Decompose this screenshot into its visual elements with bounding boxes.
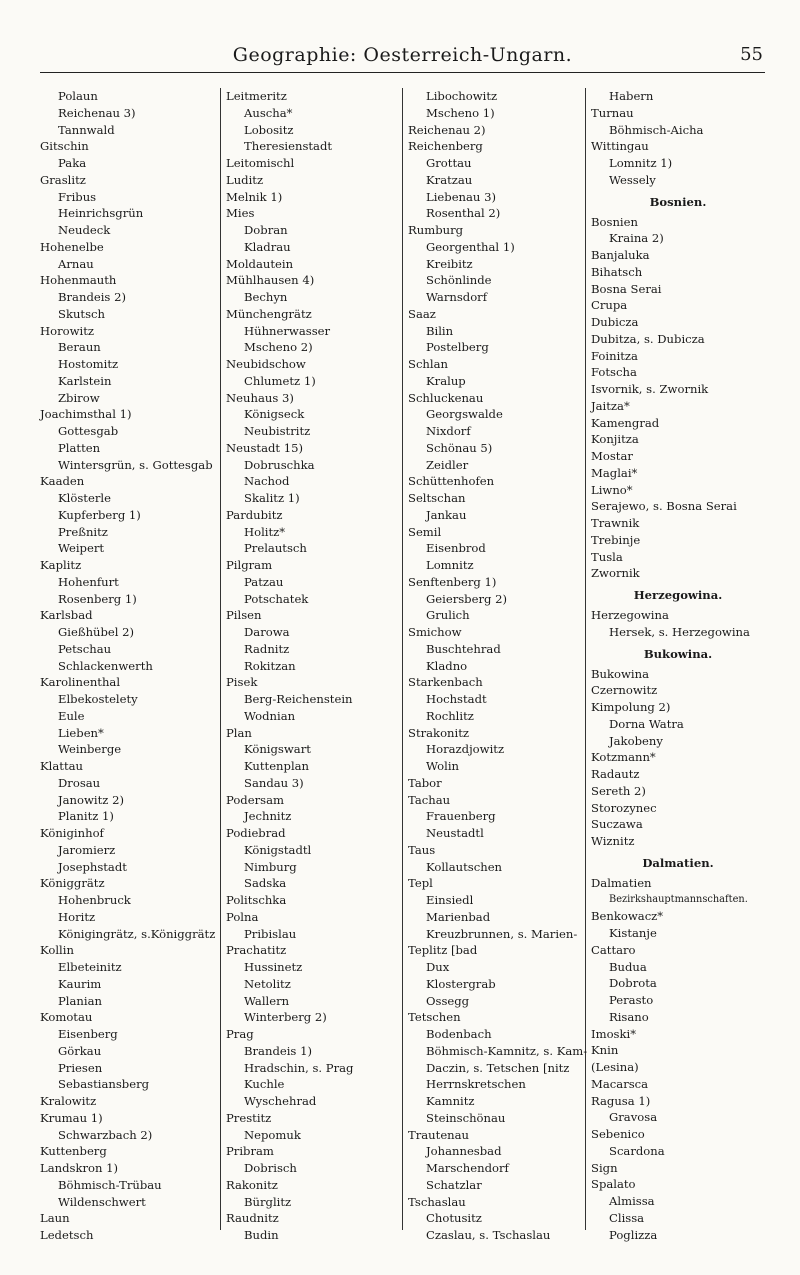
- place-entry: Kuttenberg: [40, 1144, 107, 1159]
- sub-place-entry: Klostergrab: [426, 976, 496, 991]
- sub-place-entry: Königswart: [244, 742, 311, 757]
- place-entry: Pardubitz: [226, 507, 283, 522]
- place-entry: Kralowitz: [40, 1094, 97, 1108]
- sub-place-entry: Neustadtl: [426, 826, 484, 840]
- place-entry: Karlsbad: [40, 608, 93, 623]
- sub-place-entry: Nachod: [244, 474, 290, 489]
- sub-place-entry: Kladrau: [244, 239, 291, 254]
- sub-place-entry: Hussinetz: [244, 960, 303, 974]
- place-entry: Mostar: [591, 449, 633, 463]
- place-entry: Klattau: [40, 759, 83, 773]
- sub-place-entry: Arnau: [58, 256, 94, 271]
- sub-place-entry: Holitz*: [244, 524, 286, 539]
- place-entry: Karolinenthal: [40, 675, 121, 690]
- sub-place-entry: Chlumetz 1): [244, 373, 316, 388]
- sub-place-entry: Elbekostelety: [58, 692, 138, 706]
- sub-place-entry: Dorna Watra: [609, 716, 684, 731]
- place-entry: Reichenberg: [408, 139, 483, 154]
- sub-place-entry: Rosenberg 1): [58, 591, 137, 606]
- sub-place-entry: Kuchle: [244, 1077, 285, 1092]
- sub-place-entry: Budua: [609, 959, 647, 974]
- place-entry: Wittingau: [591, 139, 649, 154]
- sub-place-entry: Weipert: [58, 541, 105, 556]
- sub-place-entry: Wolin: [426, 759, 459, 773]
- sub-place-entry: Böhmisch-Trübau: [58, 1177, 162, 1192]
- place-entry: Pribram: [226, 1144, 274, 1159]
- place-entry: Gitschin: [40, 139, 89, 154]
- place-entry: Leitomischl: [226, 156, 295, 170]
- sub-place-entry: Lomnitz 1): [609, 156, 673, 170]
- region-heading: Bosnien.: [649, 194, 707, 209]
- place-entry: Semil: [408, 524, 442, 539]
- place-entry: Pilgram: [226, 558, 273, 572]
- place-entry: Saaz: [408, 306, 436, 321]
- sub-place-entry: Skutsch: [58, 306, 106, 321]
- place-entry: Schüttenhofen: [408, 474, 495, 489]
- place-entry: Kaplitz: [40, 558, 82, 572]
- place-entry: Horowitz: [40, 323, 95, 338]
- sub-place-entry: Platten: [58, 440, 101, 455]
- sub-place-entry: Kuttenplan: [244, 759, 310, 773]
- header-rule: [40, 72, 765, 73]
- sub-place-entry: Königingrätz, s.Königgrätz: [58, 926, 216, 941]
- place-entry: Plan: [226, 725, 252, 740]
- sub-place-entry: Wessely: [609, 172, 656, 187]
- place-entry: Teplitz [bad: [408, 943, 478, 958]
- place-entry: Tepl: [408, 876, 433, 891]
- place-entry: Rumburg: [408, 223, 464, 237]
- sub-place-entry: Budin: [244, 1228, 279, 1242]
- sub-place-entry: Dobruschka: [244, 457, 315, 472]
- column-4: [591, 88, 765, 1242]
- sub-place-entry: Perasto: [609, 993, 654, 1007]
- place-entry: Seltschan: [408, 491, 466, 505]
- sub-place-entry: Neubistritz: [244, 424, 311, 438]
- place-entry: Dubicza: [591, 315, 639, 329]
- place-entry: Ragusa 1): [591, 1093, 651, 1108]
- place-entry: Cattaro: [591, 942, 636, 957]
- place-entry: Knin: [591, 1043, 619, 1058]
- sub-place-entry: Planitz 1): [58, 809, 114, 824]
- sub-place-entry: Paka: [58, 156, 87, 170]
- place-entry: Maglai*: [591, 465, 638, 480]
- place-entry: Liwno*: [591, 482, 633, 497]
- sub-place-entry: Buschtehrad: [426, 641, 501, 656]
- sub-place-entry: Kistanje: [609, 926, 657, 940]
- sub-place-entry: Skalitz 1): [244, 491, 300, 505]
- sub-place-entry: Horitz: [58, 909, 96, 924]
- sub-place-entry: Zbirow: [58, 390, 100, 405]
- sub-place-entry: Bechyn: [244, 290, 288, 304]
- place-entry: Schlan: [408, 357, 448, 371]
- place-entry: Königinhof: [40, 826, 104, 840]
- subheading: Bezirkshauptmannschaften.: [609, 893, 748, 905]
- sub-place-entry: Gravosa: [609, 1110, 658, 1125]
- place-entry: Bukowina: [591, 666, 650, 681]
- place-entry: Podersam: [226, 792, 284, 807]
- sub-place-entry: Nixdorf: [426, 424, 471, 438]
- place-entry: Bosna Serai: [591, 281, 662, 296]
- sub-place-entry: Dux: [426, 960, 450, 974]
- place-entry: Suczawa: [591, 817, 643, 832]
- sub-place-entry: Horazdjowitz: [426, 742, 505, 757]
- sub-place-entry: Zeidler: [426, 457, 469, 472]
- sub-place-entry: Libochowitz: [426, 89, 498, 103]
- place-entry: Dubitza, s. Dubicza: [591, 331, 705, 346]
- place-entry: Tusla: [591, 549, 623, 564]
- sub-place-entry: Bürglitz: [244, 1194, 292, 1209]
- place-entry: Luditz: [226, 172, 264, 187]
- sub-place-entry: Einsiedl: [426, 893, 474, 907]
- sub-place-entry: Dobrisch: [244, 1161, 297, 1175]
- place-entry: Wiznitz: [591, 834, 635, 848]
- place-entry: Tabor: [408, 775, 442, 790]
- column-2: [226, 88, 400, 1242]
- sub-place-entry: Eisenbrod: [426, 541, 486, 556]
- sub-place-entry: Schwarzbach 2): [58, 1127, 153, 1142]
- sub-place-entry: Gottesgab: [58, 424, 119, 438]
- sub-place-entry: Schönau 5): [426, 440, 493, 455]
- sub-place-entry: Hostomitz: [58, 357, 119, 371]
- place-entry: Serajewo, s. Bosna Serai: [591, 499, 737, 514]
- place-entry: Turnau: [591, 105, 634, 120]
- place-entry: Melnik 1): [226, 189, 283, 204]
- sub-place-entry: Clissa: [609, 1210, 645, 1225]
- column-1: [40, 88, 216, 1242]
- sub-place-entry: Frauenberg: [426, 809, 496, 824]
- sub-place-entry: Patzau: [244, 574, 284, 589]
- gazetteer-columns: [40, 88, 765, 1242]
- place-entry: Mühlhausen 4): [226, 273, 315, 288]
- place-entry: Hohenmauth: [40, 273, 117, 288]
- sub-place-entry: Potschatek: [244, 591, 309, 606]
- column-divider: [402, 88, 403, 1230]
- sub-place-entry: Wodnian: [244, 708, 296, 723]
- place-entry: Macarsca: [591, 1076, 649, 1091]
- sub-place-entry: Elbeteinitz: [58, 960, 122, 974]
- place-entry: Pilsen: [226, 608, 262, 623]
- place-entry: Isvornik, s. Zwornik: [591, 382, 709, 396]
- place-entry: Laun: [40, 1211, 70, 1226]
- place-entry: Ledetsch: [40, 1228, 94, 1242]
- sub-place-entry: Marienbad: [426, 909, 491, 924]
- sub-place-entry: Reichenau 3): [58, 105, 136, 120]
- sub-place-entry: Klösterle: [58, 491, 111, 505]
- sub-place-entry: Brandeis 1): [244, 1043, 312, 1058]
- sub-place-entry: Sebastiansberg: [58, 1077, 150, 1092]
- place-entry: Leitmeritz: [226, 89, 287, 103]
- place-entry: Politschka: [226, 893, 287, 907]
- sub-place-entry: Görkau: [58, 1043, 102, 1058]
- place-entry: Dalmatien: [591, 875, 652, 890]
- place-entry: Mies: [226, 206, 255, 221]
- place-entry: Neustadt 15): [226, 440, 304, 455]
- sub-place-entry: Herrnskretschen: [426, 1077, 526, 1092]
- sub-place-entry: Josephstadt: [58, 859, 127, 874]
- sub-place-entry: Rosenthal 2): [426, 206, 501, 221]
- place-entry: Taus: [408, 842, 436, 857]
- sub-place-entry: Bodenbach: [426, 1027, 492, 1041]
- sub-place-entry: Kreuzbrunnen, s. Marien-: [426, 926, 578, 941]
- place-entry: (Lesina): [591, 1060, 639, 1074]
- sub-place-entry: Königseck: [244, 407, 305, 422]
- sub-place-entry: Poglizza: [609, 1227, 658, 1242]
- sub-place-entry: Rokitzan: [244, 658, 296, 673]
- sub-place-entry: Petschau: [58, 641, 112, 656]
- sub-place-entry: Habern: [609, 89, 654, 103]
- sub-place-entry: Auscha*: [244, 105, 293, 120]
- place-entry: Jaitza*: [591, 398, 630, 413]
- sub-place-entry: Darowa: [244, 625, 290, 639]
- sub-place-entry: Geiersberg 2): [426, 591, 508, 606]
- place-entry: Kotzmann*: [591, 750, 656, 765]
- sub-place-entry: Dobran: [244, 223, 288, 237]
- sub-place-entry: Kraina 2): [609, 231, 664, 246]
- sub-place-entry: Prelautsch: [244, 541, 307, 556]
- place-entry: Czernowitz: [591, 683, 658, 698]
- sub-place-entry: Janowitz 2): [58, 792, 124, 807]
- place-entry: Trautenau: [408, 1127, 470, 1142]
- sub-place-entry: Kupferberg 1): [58, 507, 141, 522]
- sub-place-entry: Jakobeny: [609, 733, 663, 748]
- sub-place-entry: Fribus: [58, 189, 97, 204]
- sub-place-entry: Grottau: [426, 156, 472, 170]
- place-entry: Bosnien: [591, 214, 638, 229]
- sub-place-entry: Karlstein: [58, 373, 112, 388]
- column-divider: [220, 88, 221, 1230]
- sub-place-entry: Netolitz: [244, 976, 291, 991]
- place-entry: Hohenelbe: [40, 239, 104, 254]
- place-entry: Graslitz: [40, 172, 86, 187]
- place-entry: Pisek: [226, 675, 258, 690]
- place-entry: Tschaslau: [408, 1194, 466, 1209]
- place-entry: Zwornik: [591, 566, 640, 581]
- place-entry: Reichenau 2): [408, 122, 486, 137]
- place-entry: Moldautein: [226, 256, 294, 271]
- sub-place-entry: Bilin: [426, 323, 454, 338]
- sub-place-entry: Schönlinde: [426, 273, 492, 288]
- place-entry: Krumau 1): [40, 1110, 103, 1125]
- sub-place-entry: Drosau: [58, 775, 101, 790]
- sub-place-entry: Hohenfurt: [58, 574, 119, 589]
- place-entry: Strakonitz: [408, 725, 470, 740]
- sub-place-entry: Hochstadt: [426, 692, 487, 706]
- place-entry: Neubidschow: [226, 357, 306, 371]
- place-entry: Prachatitz: [226, 943, 287, 958]
- sub-place-entry: Risano: [609, 1009, 649, 1024]
- sub-place-entry: Ossegg: [426, 993, 470, 1008]
- sub-place-entry: Steinschönau: [426, 1110, 506, 1125]
- sub-place-entry: Berg-Reichenstein: [244, 692, 353, 706]
- sub-place-entry: Lieben*: [58, 725, 104, 740]
- place-entry: Benkowacz*: [591, 909, 664, 924]
- place-entry: Polna: [226, 909, 259, 924]
- place-entry: Trebinje: [591, 532, 641, 547]
- place-entry: Raudnitz: [226, 1211, 279, 1226]
- place-entry: Prag: [226, 1027, 254, 1041]
- sub-place-entry: Wallern: [244, 993, 290, 1008]
- sub-place-entry: Hühnerwasser: [244, 323, 331, 338]
- place-entry: Banjaluka: [591, 248, 650, 262]
- place-entry: Fotscha: [591, 365, 637, 380]
- place-entry: Crupa: [591, 298, 628, 313]
- sub-place-entry: Eule: [58, 708, 85, 723]
- sub-place-entry: Jaromierz: [58, 842, 116, 857]
- column-3: [408, 88, 588, 1242]
- place-entry: Senftenberg 1): [408, 574, 497, 589]
- place-entry: Komotau: [40, 1010, 93, 1025]
- sub-place-entry: Dobrota: [609, 976, 657, 991]
- sub-place-entry: Nepomuk: [244, 1127, 301, 1142]
- place-entry: Smichow: [408, 625, 462, 639]
- sub-place-entry: Kralup: [426, 373, 466, 388]
- sub-place-entry: Kollautschen: [426, 859, 503, 874]
- sub-place-entry: Sandau 3): [244, 775, 304, 790]
- place-entry: Trawnik: [591, 516, 640, 530]
- sub-place-entry: Marschendorf: [426, 1161, 509, 1175]
- place-entry: Kimpolung 2): [591, 700, 671, 714]
- sub-place-entry: Böhmisch-Kamnitz, s. Kam-: [426, 1043, 588, 1058]
- sub-place-entry: Kaurim: [58, 976, 102, 991]
- sub-place-entry: Daczin, s. Tetschen [nitz: [426, 1060, 570, 1075]
- sub-place-entry: Warnsdorf: [426, 290, 488, 304]
- place-entry: Imoski*: [591, 1026, 637, 1041]
- sub-place-entry: Nimburg: [244, 859, 297, 874]
- sub-place-entry: Schlackenwerth: [58, 658, 153, 673]
- sub-place-entry: Kreibitz: [426, 256, 473, 271]
- sub-place-entry: Tannwald: [58, 122, 115, 137]
- sub-place-entry: Almissa: [609, 1194, 655, 1208]
- sub-place-entry: Sadska: [244, 876, 287, 891]
- sub-place-entry: Weinberge: [58, 742, 122, 757]
- sub-place-entry: Planian: [58, 993, 102, 1008]
- place-entry: Starkenbach: [408, 675, 483, 690]
- place-entry: Spalato: [591, 1177, 636, 1192]
- region-heading: Dalmatien.: [642, 855, 714, 870]
- sub-place-entry: Königstadtl: [244, 842, 312, 857]
- sub-place-entry: Kamnitz: [426, 1094, 475, 1108]
- sub-place-entry: Brandeis 2): [58, 290, 126, 304]
- place-entry: Sebenico: [591, 1127, 645, 1141]
- sub-place-entry: Hradschin, s. Prag: [244, 1060, 354, 1075]
- sub-place-entry: Priesen: [58, 1060, 103, 1075]
- sub-place-entry: Schatzlar: [426, 1177, 482, 1192]
- sub-place-entry: Theresienstadt: [244, 139, 333, 154]
- sub-place-entry: Jankau: [426, 507, 467, 522]
- place-entry: Tetschen: [408, 1010, 461, 1025]
- sub-place-entry: Kratzau: [426, 172, 473, 187]
- sub-place-entry: Polaun: [58, 89, 98, 103]
- sub-place-entry: Georgenthal 1): [426, 239, 515, 254]
- place-entry: Radautz: [591, 767, 640, 781]
- place-entry: Foinitza: [591, 348, 638, 363]
- sub-place-entry: Lomnitz: [426, 558, 474, 572]
- region-heading: Herzegowina.: [633, 588, 723, 602]
- sub-place-entry: Eisenberg: [58, 1027, 118, 1041]
- page-header: [40, 44, 765, 70]
- place-entry: Tachau: [408, 792, 451, 807]
- sub-place-entry: Radnitz: [244, 641, 290, 656]
- place-entry: Münchengrätz: [226, 306, 312, 321]
- sub-place-entry: Hohenbruck: [58, 893, 131, 907]
- sub-place-entry: Czaslau, s. Tschaslau: [426, 1228, 551, 1242]
- sub-place-entry: Wyschehrad: [244, 1094, 317, 1108]
- sub-place-entry: Neudeck: [58, 223, 111, 237]
- sub-place-entry: Postelberg: [426, 340, 489, 355]
- place-entry: Podiebrad: [226, 826, 286, 840]
- sub-place-entry: Johannesbad: [426, 1144, 502, 1159]
- place-entry: Landskron 1): [40, 1161, 119, 1175]
- sub-place-entry: Georgswalde: [426, 407, 503, 422]
- sub-place-entry: Hersek, s. Herzegowina: [609, 624, 750, 639]
- place-entry: Sign: [591, 1160, 618, 1175]
- sub-place-entry: Preßnitz: [58, 524, 108, 539]
- place-entry: Konjitza: [591, 432, 639, 447]
- sub-place-entry: Pribislau: [244, 926, 297, 941]
- sub-place-entry: Heinrichsgrün: [58, 206, 144, 221]
- place-entry: Königgrätz: [40, 876, 105, 891]
- place-entry: Joachimsthal 1): [40, 407, 132, 422]
- sub-place-entry: Jechnitz: [244, 809, 292, 824]
- sub-place-entry: Beraun: [58, 340, 101, 355]
- sub-place-entry: Rochlitz: [426, 708, 474, 723]
- place-entry: Prestitz: [226, 1110, 272, 1125]
- place-entry: Neuhaus 3): [226, 390, 294, 405]
- place-entry: Schluckenau: [408, 390, 484, 405]
- place-entry: Bihatsch: [591, 264, 643, 279]
- place-entry: Herzegowina: [591, 608, 669, 622]
- place-entry: Storozynec: [591, 800, 657, 815]
- region-heading: Bukowina.: [643, 646, 713, 661]
- sub-place-entry: Winterberg 2): [244, 1010, 327, 1025]
- place-entry: Kaaden: [40, 474, 85, 489]
- place-entry: Sereth 2): [591, 783, 646, 798]
- place-entry: Kamengrad: [591, 415, 660, 430]
- sub-place-entry: Chotusitz: [426, 1211, 482, 1226]
- page-number: 55: [740, 44, 763, 65]
- sub-place-entry: Lobositz: [244, 122, 294, 137]
- page-title: Geographie: Oesterreich-Ungarn.: [232, 44, 573, 66]
- sub-place-entry: Scardona: [609, 1143, 665, 1158]
- sub-place-entry: Grulich: [426, 608, 470, 623]
- sub-place-entry: Gießhübel 2): [58, 625, 135, 639]
- place-entry: Kollin: [40, 943, 74, 958]
- sub-place-entry: Mscheno 2): [244, 340, 313, 355]
- place-entry: Rakonitz: [226, 1177, 278, 1192]
- sub-place-entry: Wildenschwert: [58, 1194, 146, 1209]
- sub-place-entry: Liebenau 3): [426, 189, 496, 204]
- sub-place-entry: Mscheno 1): [426, 105, 495, 120]
- sub-place-entry: Wintersgrün, s. Gottesgab: [58, 457, 213, 472]
- sub-place-entry: Kladno: [426, 658, 468, 673]
- sub-place-entry: Böhmisch-Aicha: [609, 122, 704, 137]
